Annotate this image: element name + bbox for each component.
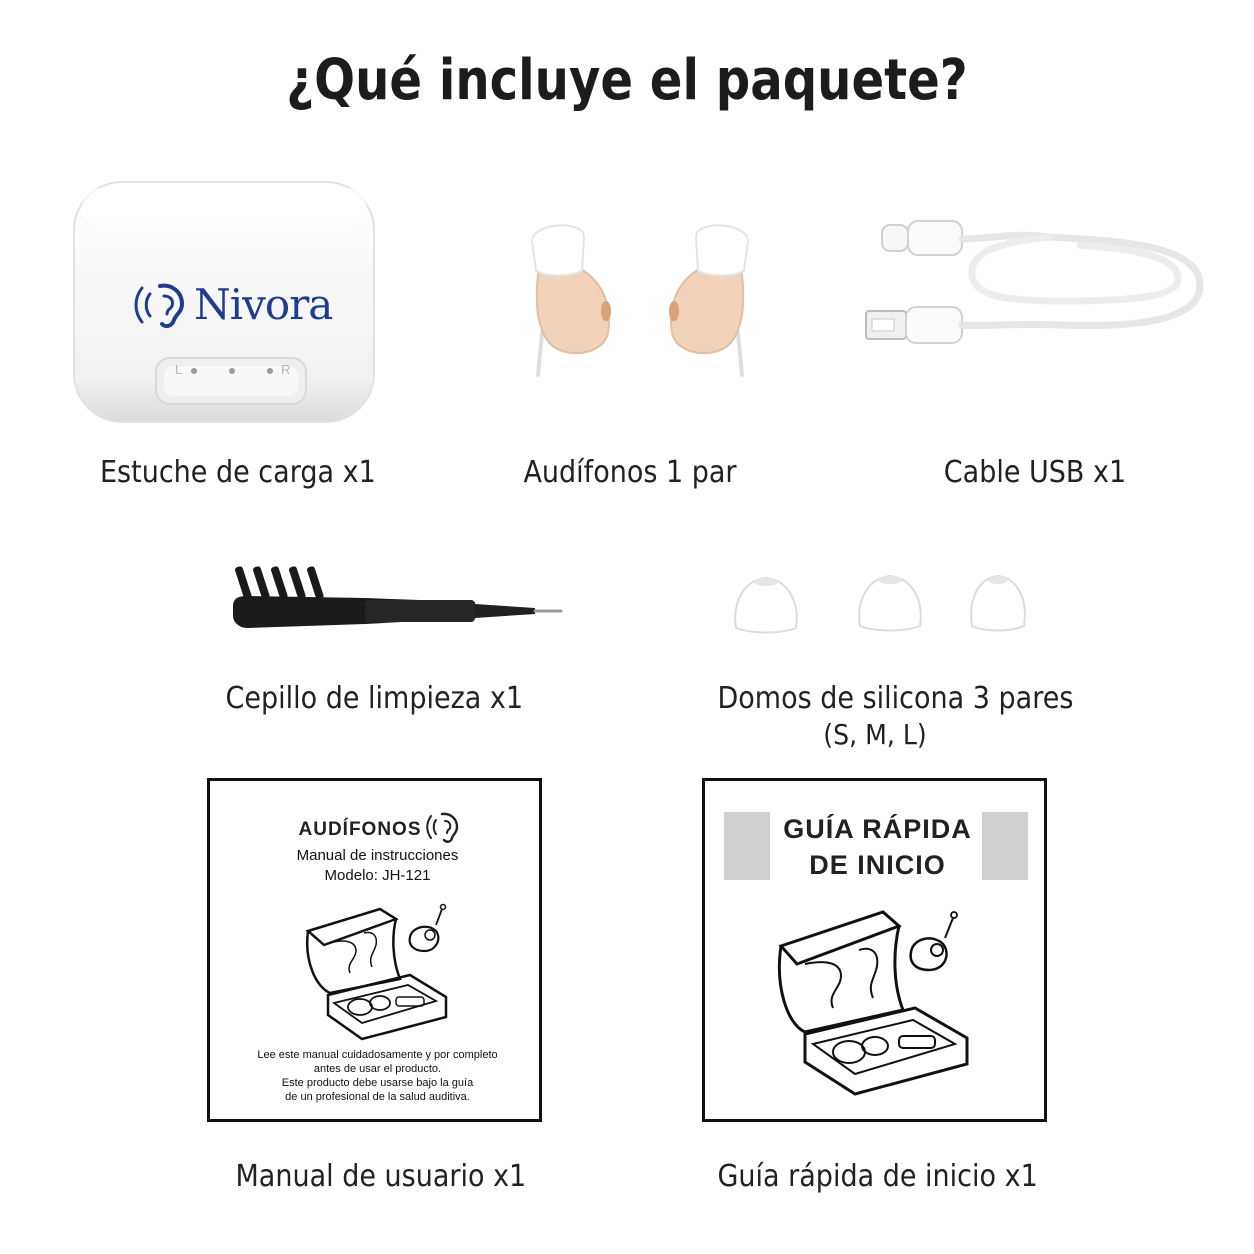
guide-title-line-2: DE INICIO (809, 850, 946, 880)
domes-caption: Domos de silicona 3 pares (717, 681, 1074, 716)
domes-sizes: (S, M, L) (823, 718, 927, 751)
manual-note-line-3: Este producto debe usarse bajo la guía (281, 1077, 474, 1089)
cleaning-brush-image (225, 562, 570, 637)
case-slot-label-left: L (175, 362, 183, 377)
manual-note-line-4: de un profesional de la salud auditiva. (285, 1091, 470, 1103)
ear-icon (426, 809, 462, 845)
guide-title-line-1: GUÍA RÁPIDA (783, 814, 972, 844)
case-slot-label-right: R (281, 362, 291, 377)
manual-model: Modelo: JH-121 (324, 867, 431, 884)
case-brand-label: Nivora (194, 280, 333, 329)
guide-case-illustration (775, 906, 975, 1106)
user-manual-document (207, 778, 542, 1122)
manual-caption: Manual de usuario x1 (235, 1159, 527, 1194)
quick-guide-document (702, 778, 1047, 1122)
cable-caption: Cable USB x1 (943, 455, 1127, 490)
manual-heading: AUDÍFONOS (298, 819, 422, 840)
ear-logo-icon (134, 276, 190, 332)
manual-note-line-1: Lee este manual cuidadosamente y por completo (257, 1049, 498, 1061)
hearing-aids-image (520, 215, 760, 385)
manual-case-illustration (300, 901, 470, 1041)
brush-caption: Cepillo de limpieza x1 (225, 681, 524, 716)
page-title: ¿Qué incluye el paquete? (286, 48, 968, 113)
case-caption: Estuche de carga x1 (100, 455, 376, 490)
hearing-aids-caption: Audífonos 1 par (523, 455, 737, 490)
usb-cable-image (860, 215, 1210, 355)
silicone-domes-image (730, 572, 1030, 637)
manual-subtitle: Manual de instrucciones (296, 847, 459, 864)
manual-note-line-2: antes de usar el producto. (313, 1063, 442, 1075)
guide-caption: Guía rápida de inicio x1 (717, 1159, 1038, 1194)
